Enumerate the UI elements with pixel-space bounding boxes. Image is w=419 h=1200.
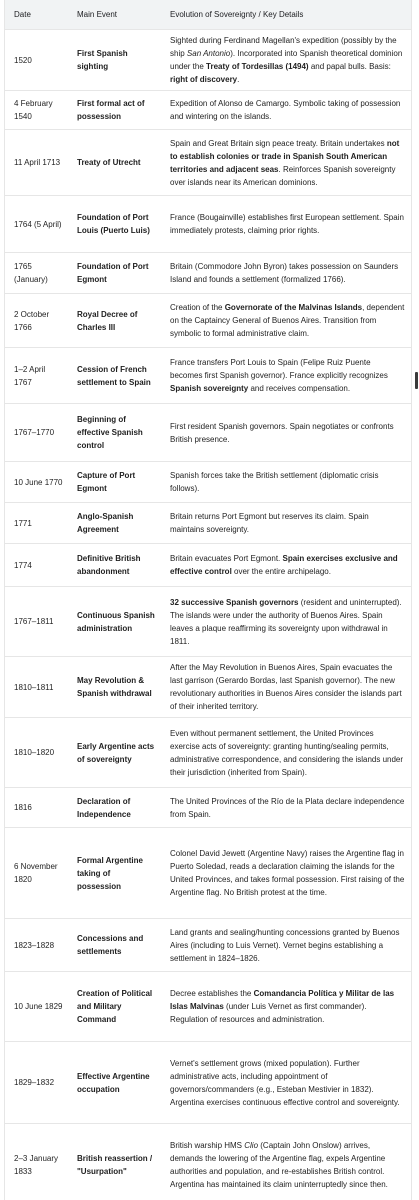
cell-key-details (161, 348, 411, 404)
detail-text-segment: Britain returns Port Egmont but reserves its claim. Spain maintains sovereignty. (170, 512, 369, 534)
header-key-details: Evolution of Sovereignty / Key Details (161, 0, 411, 30)
cell-date: 1767–1770 (5, 404, 68, 462)
cell-key-details (161, 91, 411, 130)
cell-main-event: Formal Argentine taking of possession (68, 828, 161, 919)
cell-main-event: Capture of Port Egmont (68, 462, 161, 503)
cell-main-event: Early Argentine acts of sovereignty (68, 718, 161, 788)
table-row (5, 657, 411, 718)
cell-date: 1520 (5, 30, 68, 91)
cell-date: 10 June 1829 (5, 972, 68, 1042)
detail-text-segment: Expedition of Alonso de Camargo. Symbolic taking of possession and wintering on the islands. (170, 99, 401, 121)
cell-key-details (161, 130, 411, 196)
table-row (5, 503, 411, 544)
cell-date: 1765 (January) (5, 253, 68, 294)
cell-key-details (161, 1042, 411, 1124)
cell-date: 1829–1832 (5, 1042, 68, 1124)
cell-key-details (161, 503, 411, 544)
detail-text-segment: . (237, 75, 240, 84)
cell-main-event: Effective Argentine occupation (68, 1042, 161, 1124)
cell-key-details (161, 718, 411, 788)
table-row (5, 30, 411, 91)
table-row (5, 972, 411, 1042)
detail-text-segment: Comandancia Política y Militar de las Islas Malvinas (170, 989, 395, 1011)
detail-text-segment: Creation of the (170, 303, 225, 312)
cell-key-details (161, 972, 411, 1042)
table-row (5, 788, 411, 828)
table-row (5, 1124, 411, 1200)
table-header-row (5, 0, 411, 30)
table-body (5, 30, 411, 1200)
cell-key-details (161, 294, 411, 348)
cell-date: 6 November 1820 (5, 828, 68, 919)
cell-key-details (161, 462, 411, 503)
detail-text-segment: Decree establishes the (170, 989, 254, 998)
cell-date: 1764 (5 April) (5, 196, 68, 253)
cell-date: 2–3 January 1833 (5, 1124, 68, 1200)
cell-key-details (161, 253, 411, 294)
detail-text-segment: 32 successive Spanish governors (170, 597, 299, 607)
cell-date: 1810–1811 (5, 657, 68, 718)
cell-main-event: Foundation of Port Egmont (68, 253, 161, 294)
cell-main-event: Treaty of Utrecht (68, 130, 161, 196)
table-row (5, 294, 411, 348)
cell-date: 10 June 1770 (5, 462, 68, 503)
sovereignty-timeline-table-container (4, 0, 412, 1200)
detail-text-segment: and receives compensation. (248, 384, 351, 393)
cell-main-event: Beginning of effective Spanish control (68, 404, 161, 462)
detail-text-segment: First resident Spanish governors. Spain negotiates or confronts British presence. (170, 421, 394, 444)
cell-main-event: Declaration of Independence (68, 788, 161, 828)
detail-text-segment: over the entire archipelago. (231, 567, 331, 576)
cell-main-event: Foundation of Port Louis (Puerto Luis) (68, 196, 161, 253)
detail-text-segment: France (Bougainville) establishes first European settlement. Spain immediately protests, claiming prior rights. (170, 213, 404, 235)
detail-text-segment: ). Incorporated into Spanish theoretical dominion under the (170, 49, 403, 71)
table-row (5, 1042, 411, 1124)
cell-main-event: First formal act of possession (68, 91, 161, 130)
detail-text-segment: Spanish forces take the British settlement (diplomatic crisis follows). (170, 471, 379, 493)
cell-date: 11 April 1713 (5, 130, 68, 196)
detail-text-segment: Vernet's settlement grows (mixed population). Further administrative acts, including appointment of governors/commanders (e.g., Esteban Mestivier in 1832). Argentina exercises continuous effective control and sovereignty. (170, 1058, 400, 1107)
detail-text-segment: (Captain John Onslow) arrives, demands the lowering of the Argentine flag, expels Argentine authorities and population, and re-establishes British control. Argentina has maintained its claim uninterruptedly since then. (170, 1140, 388, 1189)
table-row (5, 130, 411, 196)
cell-main-event: Cession of French settlement to Spain (68, 348, 161, 404)
detail-text-segment: Colonel David Jewett (Argentine Navy) raises the Argentine flag in Puerto Soledad, reads a declaration claiming the islands for the United Provinces, and takes formal possession. First raising of the Argentine flag. No British protest at the time. (170, 849, 405, 897)
cell-key-details (161, 828, 411, 919)
cell-key-details (161, 657, 411, 718)
detail-text-segment: and papal bulls. Basis: (308, 62, 391, 71)
cell-key-details (161, 544, 411, 587)
header-date: Date (5, 0, 68, 30)
detail-text-segment: Land grants and sealing/hunting concessions granted by Buenos Aires (including to Luis Vernet). Vernet begins establishing a settlement in 1824–1826. (170, 927, 400, 963)
detail-text-segment: Treaty of Tordesillas (1494) (206, 62, 309, 71)
detail-text-segment: France transfers Port Louis to Spain (Felipe Ruiz Puente becomes first Spanish governor). France explicitly recognizes (170, 358, 388, 380)
detail-text-segment: Even without permanent settlement, the United Provinces exercise acts of sovereignty: granting hunting/sealing permits, administrative correspondence, and considering the islands under their jurisdiction (inherited from Spain). (170, 728, 404, 777)
table-row (5, 253, 411, 294)
table-row (5, 348, 411, 404)
cell-key-details (161, 587, 411, 657)
cell-key-details (161, 788, 411, 828)
cell-main-event: Anglo-Spanish Agreement (68, 503, 161, 544)
cell-date: 1–2 April 1767 (5, 348, 68, 404)
detail-text-segment: Sighted during Ferdinand Magellan's expedition (possibly by the ship (170, 36, 397, 58)
detail-text-segment: (under Luis Vernet as first commander). Regulation of resources and administration. (170, 1002, 367, 1024)
detail-text-segment: Clio (244, 1140, 259, 1150)
cell-key-details (161, 919, 411, 972)
table-row (5, 91, 411, 130)
cell-date: 1774 (5, 544, 68, 587)
table-row (5, 587, 411, 657)
detail-text-segment: After the May Revolution in Buenos Aires, Spain evacuates the last garrison (Gerardo Bordas, last Spanish governor). The new revolutionary authorities in Buenos Aires consider the islands part of their inherited territory. (170, 663, 402, 711)
detail-text-segment: Britain (Commodore John Byron) takes possession on Saunders Island and founds a settlement (formalized 1766). (170, 262, 399, 284)
table-row (5, 828, 411, 919)
table-header (5, 0, 411, 30)
cell-main-event: Continuous Spanish administration (68, 587, 161, 657)
table-row (5, 462, 411, 503)
scroll-indicator (415, 372, 418, 389)
cell-key-details (161, 196, 411, 253)
cell-main-event: Royal Decree of Charles III (68, 294, 161, 348)
sovereignty-timeline-table (5, 0, 411, 1200)
cell-main-event: Concessions and settlements (68, 919, 161, 972)
cell-date: 1810–1820 (5, 718, 68, 788)
detail-text-segment: Spanish sovereignty (170, 384, 249, 393)
table-row (5, 544, 411, 587)
detail-text-segment: (resident and uninterrupted). The islands were under the authority of Buenos Aires. Spain leaves a plaque reaffirming its sovereignty upon withdrawal in 1811. (170, 597, 402, 646)
detail-text-segment: right of discovery (170, 75, 238, 84)
cell-key-details (161, 1124, 411, 1200)
detail-text-segment: not to establish colonies or trade in Spanish South American territories and adjacent seas (170, 138, 400, 174)
cell-date: 1816 (5, 788, 68, 828)
detail-text-segment: British warship HMS (170, 1140, 245, 1150)
cell-date: 2 October 1766 (5, 294, 68, 348)
cell-main-event: First Spanish sighting (68, 30, 161, 91)
cell-main-event: May Revolution & Spanish withdrawal (68, 657, 161, 718)
cell-key-details (161, 30, 411, 91)
cell-date: 1823–1828 (5, 919, 68, 972)
header-main-event: Main Event (68, 0, 161, 30)
table-row (5, 718, 411, 788)
detail-text-segment: . Reinforces Spanish sovereignty over islands near its American dominions. (170, 164, 396, 187)
detail-text-segment: Spain and Great Britain sign peace treaty. Britain undertakes (170, 138, 387, 148)
detail-text-segment: Governorate of the Malvinas Islands (224, 303, 363, 312)
detail-text-segment: Britain evacuates Port Egmont. (170, 554, 283, 563)
cell-main-event: Creation of Political and Military Command (68, 972, 161, 1042)
table-row (5, 196, 411, 253)
cell-date: 1767–1811 (5, 587, 68, 657)
cell-key-details (161, 404, 411, 462)
table-row (5, 404, 411, 462)
cell-main-event: British reassertion / "Usurpation" (68, 1124, 161, 1200)
cell-main-event: Definitive British abandonment (68, 544, 161, 587)
detail-text-segment: Spain exercises exclusive and effective control (170, 554, 398, 576)
cell-date: 1771 (5, 503, 68, 544)
detail-text-segment: The United Provinces of the Río de la Plata declare independence from Spain. (170, 796, 405, 819)
cell-date: 4 February 1540 (5, 91, 68, 130)
detail-text-segment: , dependent on the Captaincy General of Buenos Aires. Transition from symbolic to formal administrative claim. (170, 303, 405, 338)
detail-text-segment: San Antonio (186, 49, 231, 58)
table-row (5, 919, 411, 972)
